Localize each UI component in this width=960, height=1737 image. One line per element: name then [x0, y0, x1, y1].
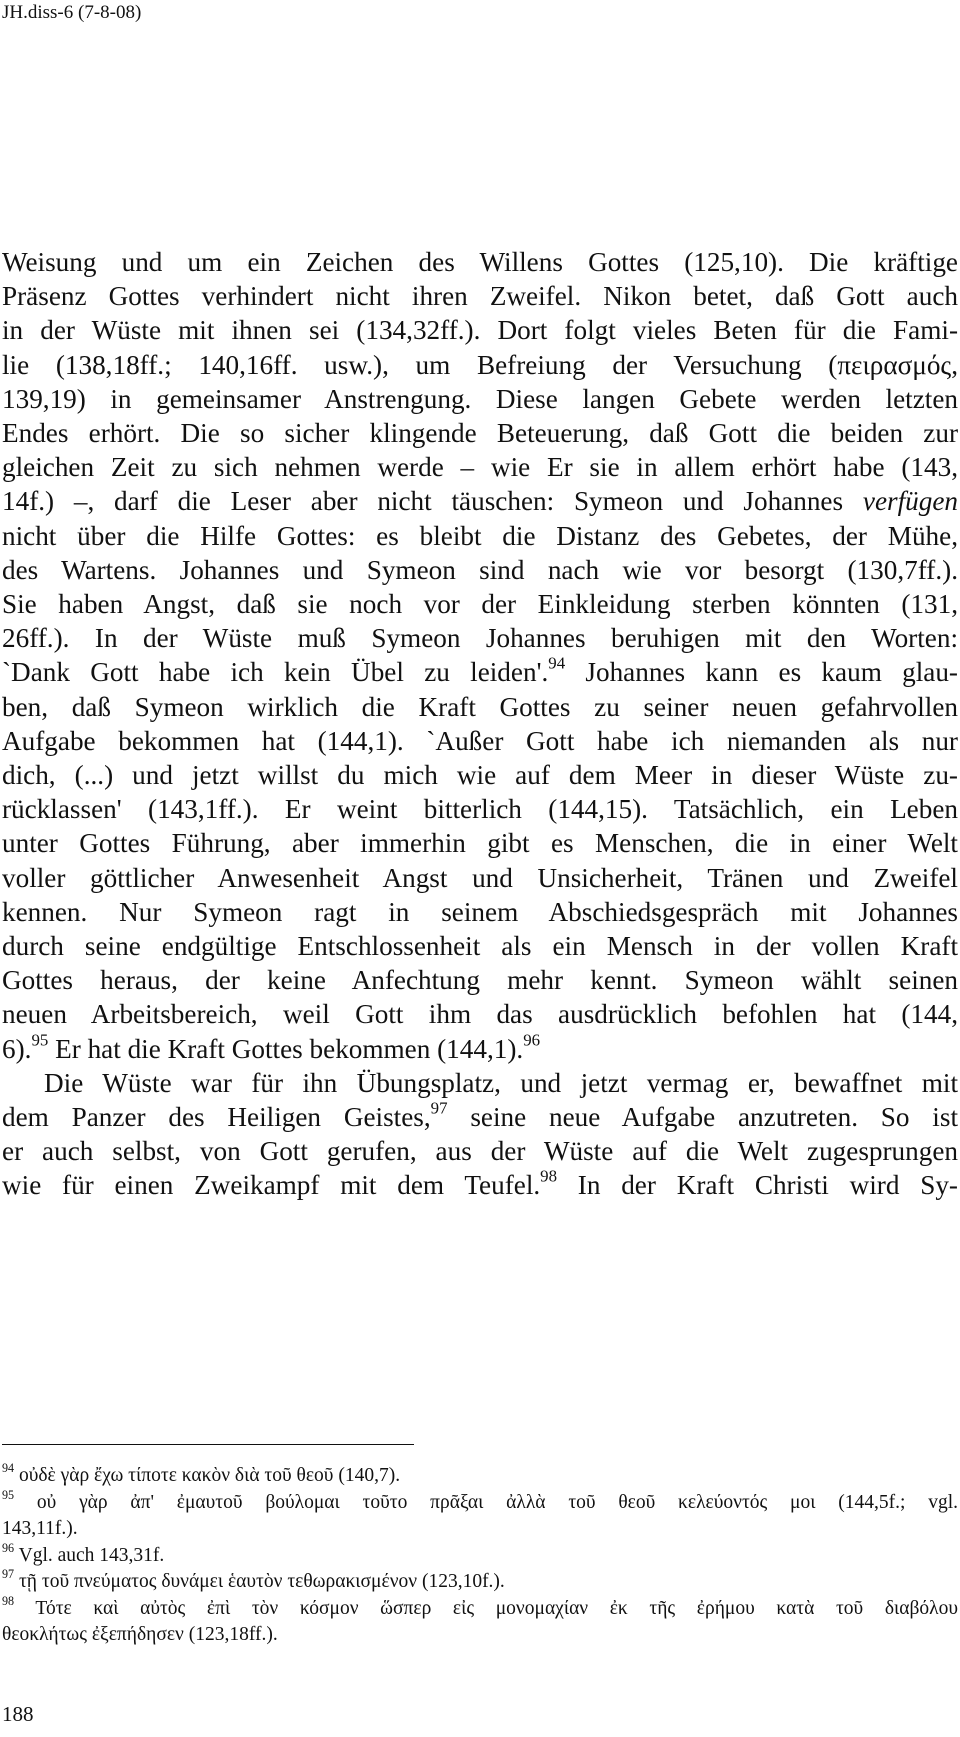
- text-line: Präsenz Gottes verhindert nicht ihren Zweifel. Nikon betet, daß Gott auch: [2, 281, 958, 312]
- footnote-97: [2, 1566, 958, 1596]
- body-text: [2, 245, 958, 1203]
- footnote-text: τῇ τοῦ πνεύματος δυνάμει ἑαυτὸν τεθωρακισμένον (123,10f.).: [18, 1571, 505, 1592]
- text-segment: 6).: [2, 1033, 32, 1064]
- footnote-number: 97: [2, 1566, 15, 1581]
- text-line: kennen. Nur Symeon ragt in seinem Abschiedsgespräch mit Johannes: [2, 896, 958, 927]
- text-line: 139,19) in gemeinsamer Anstrengung. Diese langen Gebete werden letzten: [2, 383, 958, 414]
- text-line: Endes erhört. Die so sicher klingende Beteuerung, daß Gott die beiden zur: [2, 418, 958, 449]
- text-line: [2, 1168, 958, 1202]
- text-line: dich, (...) und jetzt willst du mich wie auf dem Meer in dieser Wüste zu-: [2, 760, 958, 791]
- footnote-ref-95[interactable]: 95: [31, 1030, 49, 1050]
- text-line: [2, 655, 958, 689]
- footnote-number: 98: [2, 1593, 15, 1608]
- footnote-ref-96[interactable]: 96: [523, 1030, 541, 1050]
- text-segment: seine neue Aufgabe anzutreten. So ist: [447, 1102, 958, 1133]
- footnote-94: [2, 1460, 958, 1490]
- footnote-number: 96: [2, 1540, 15, 1555]
- page-number: 188: [2, 1702, 34, 1726]
- text-line: des Wartens. Johannes und Symeon sind nach wie vor besorgt (130,7ff.).: [2, 554, 958, 585]
- footnote-98: [2, 1593, 959, 1623]
- text-line: nicht über die Hilfe Gottes: es bleibt die Distanz des Gebetes, der Mühe,: [2, 520, 958, 551]
- text-line: voller göttlicher Anwesenheit Angst und Unsicherheit, Tränen und Zweifel: [2, 862, 958, 893]
- text-line: rücklassen' (143,1ff.). Er weint bitterlich (144,15). Tatsächlich, ein Leben: [2, 794, 958, 825]
- footnote-divider: [2, 1444, 414, 1445]
- footnote-text: Vgl. auch 143,31f.: [18, 1544, 165, 1566]
- text-line: durch seine endgültige Entschlossenheit als ein Mensch in der vollen Kraft: [2, 931, 958, 962]
- footnote-number: 95: [2, 1487, 15, 1502]
- text-segment: `Dank Gott habe ich kein Übel zu leiden'.: [2, 657, 549, 688]
- text-line: Die Wüste war für ihn Übungsplatz, und jetzt vermag er, bewaffnet mit: [44, 1067, 958, 1098]
- text-segment: 14f.) –, darf die Leser aber nicht täuschen: Symeon und Johannes: [2, 486, 863, 517]
- text-line: unter Gottes Führung, aber immerhin gibt es Menschen, die in einer Welt: [2, 828, 958, 859]
- text-line: [2, 1032, 958, 1066]
- footnote-ref-94[interactable]: 94: [548, 653, 566, 673]
- text-line: Aufgabe bekommen hat (144,1). `Außer Gott habe ich niemanden als nur: [2, 725, 958, 756]
- text-line: Sie haben Angst, daß sie noch vor der Einkleidung sterben könnten (131,: [2, 589, 958, 620]
- footnote-ref-97[interactable]: 97: [430, 1098, 448, 1118]
- footnote-text: Τότε καὶ αὐτὸς ἐπὶ τὸν κόσμον ὥσπερ εἰς μονομαχίαν ἐκ τῆς ἐρήμου κατὰ τοῦ διαβόλου: [35, 1597, 959, 1619]
- text-line: ben, daß Symeon wirklich die Kraft Gottes zu seiner neuen gefahrvollen: [2, 691, 958, 722]
- text-line: 26ff.). In der Wüste muß Symeon Johannes beruhigen mit den Worten:: [2, 623, 958, 654]
- running-header: JH.diss-6 (7-8-08): [2, 2, 142, 23]
- footnote-98-continued: θεοκλήτως ἐξεπήδησεν (123,18ff.).: [2, 1624, 278, 1645]
- text-segment: wie für einen Zweikampf mit dem Teufel.: [2, 1170, 541, 1201]
- text-line: er auch selbst, von Gott gerufen, aus der Wüste auf die Welt zugesprungen: [2, 1136, 958, 1167]
- footnote-96: [2, 1540, 958, 1570]
- text-line: lie (138,18ff.; 140,16ff. usw.), um Befreiung der Versuchung (πειρασμός,: [2, 349, 958, 380]
- footnote-number: 94: [2, 1460, 15, 1475]
- text-line: neuen Arbeitsbereich, weil Gott ihm das ausdrücklich befohlen hat (144,: [2, 999, 958, 1030]
- footnotes: [2, 1460, 959, 1649]
- text-segment: dem Panzer des Heiligen Geistes,: [2, 1102, 431, 1133]
- text-line: Weisung und um ein Zeichen des Willens Gottes (125,10). Die kräftige: [2, 247, 958, 277]
- footnote-95: [2, 1487, 959, 1517]
- text-segment: Er hat die Kraft Gottes bekommen (144,1).: [48, 1033, 524, 1064]
- footnote-ref-98[interactable]: 98: [540, 1166, 558, 1186]
- text-line: [2, 484, 958, 518]
- text-segment: In der Kraft Christi wird Sy-: [557, 1170, 958, 1201]
- text-line: Gottes heraus, der keine Anfechtung mehr kennt. Symeon wählt seinen: [2, 965, 958, 996]
- text-line: [2, 1100, 958, 1134]
- emphasis-verfuegen: verfügen: [862, 486, 958, 517]
- footnote-95-continued: 143,11f.).: [2, 1518, 78, 1539]
- text-line: in der Wüste mit ihnen sei (134,32ff.). Dort folgt vieles Beten für die Fami-: [2, 315, 958, 346]
- footnote-text: οὐ γὰρ ἀπ' ἐμαυτοῦ βούλομαι τοῦτο πρᾶξαι ἀλλὰ τοῦ θεοῦ κελεύοντός μοι (144,5f.; vgl.: [36, 1491, 959, 1513]
- text-line: gleichen Zeit zu sich nehmen werde – wie Er sie in allem erhört habe (143,: [2, 452, 958, 483]
- text-segment: Johannes kann es kaum glau-: [565, 657, 958, 688]
- footnote-text: οὐδὲ γὰρ ἔχω τίποτε κακὸν διὰ τοῦ θεοῦ (140,7).: [18, 1465, 401, 1486]
